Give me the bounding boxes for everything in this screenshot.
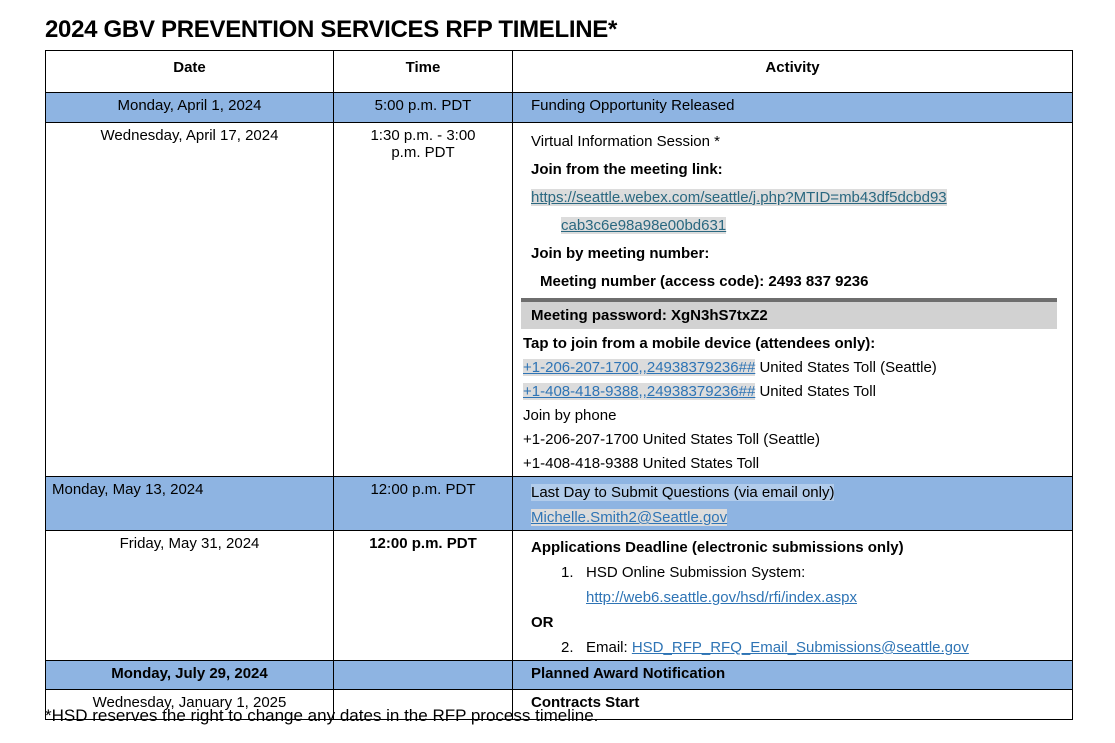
- session-title: Virtual Information Session *: [531, 133, 720, 150]
- meeting-password-box: Meeting password: XgN3hS7txZ2: [521, 298, 1057, 329]
- questions-email-link[interactable]: Michelle.Smith2@Seattle.gov: [531, 509, 728, 526]
- mobile-dial-line2: [513, 380, 1072, 404]
- phone-number-toll: +1-408-418-9388 United States Toll: [523, 455, 760, 472]
- mobile-dial-link-toll[interactable]: +1-408-418-9388,,24938379236##: [523, 383, 756, 400]
- deadline-item1-number: 1.: [561, 564, 574, 581]
- row-applications-deadline: [46, 531, 1073, 661]
- meeting-url-link-continued[interactable]: cab3c6e98a98e00bd631: [561, 217, 727, 234]
- info-session-time-line2: p.m. PDT: [391, 144, 455, 161]
- questions-activity: [513, 480, 1072, 505]
- phone-number-seattle: +1-206-207-1700 United States Toll (Seattle): [523, 431, 820, 448]
- deadline-item2-label: Email:: [586, 639, 632, 656]
- contracts-date: Wednesday, January 1, 2025: [46, 690, 334, 720]
- deadline-item1: [513, 560, 1072, 585]
- deadline-item2: [513, 635, 1072, 660]
- questions-email-line: [513, 505, 1072, 530]
- deadline-item2-number: 2.: [561, 639, 574, 656]
- questions-activity-text: Last Day to Submit Questions (via email only): [531, 484, 835, 501]
- deadline-heading: Applications Deadline (electronic submissions only): [531, 539, 904, 556]
- join-by-phone-label: Join by phone: [523, 407, 617, 424]
- contracts-activity: Contracts Start: [531, 694, 640, 711]
- meeting-url-line2-wrap: [513, 212, 1072, 240]
- submission-system-link[interactable]: http://web6.seattle.gov/hsd/rfi/index.aspx: [586, 589, 857, 606]
- rfp-timeline-table: [45, 50, 1073, 720]
- funding-date: Monday, April 1, 2024: [46, 93, 334, 123]
- mobile-dial-link-seattle[interactable]: +1-206-207-1700,,24938379236##: [523, 359, 756, 376]
- column-header-time: Time: [334, 51, 513, 93]
- page-title: 2024 GBV PREVENTION SERVICES RFP TIMELINE*: [45, 16, 618, 43]
- meeting-number: Meeting number (access code): 2493 837 9236: [540, 273, 869, 290]
- funding-time: 5:00 p.m. PDT: [334, 93, 513, 123]
- row-info-session: [46, 123, 1073, 477]
- deadline-date: Friday, May 31, 2024: [46, 531, 334, 661]
- award-activity: Planned Award Notification: [531, 665, 726, 682]
- mobile-dial-line2-suffix: United States Toll: [755, 383, 876, 400]
- deadline-item1-text: HSD Online Submission System:: [586, 564, 806, 581]
- deadline-time: 12:00 p.m. PDT: [334, 531, 513, 661]
- deadline-activity: [513, 531, 1072, 660]
- mobile-dial-line1-suffix: United States Toll (Seattle): [755, 359, 937, 376]
- join-link-label: Join from the meeting link:: [531, 161, 723, 178]
- info-session-time: [334, 123, 513, 477]
- meeting-url-line1-wrap: [513, 184, 1072, 212]
- questions-date: Monday, May 13, 2024: [46, 477, 334, 531]
- table-header-row: [46, 51, 1073, 93]
- questions-time: 12:00 p.m. PDT: [334, 477, 513, 531]
- footnote: *HSD reserves the right to change any dates in the RFP process timeline.: [45, 706, 599, 725]
- deadline-item1-url-line: [513, 585, 1072, 610]
- row-award-notification: [46, 661, 1073, 690]
- meeting-url-link[interactable]: https://seattle.webex.com/seattle/j.php?MTID=mb43df5dcbd93: [531, 189, 947, 206]
- deadline-or-label: OR: [531, 614, 554, 631]
- mobile-dial-line1: [513, 356, 1072, 380]
- award-date: Monday, July 29, 2024: [46, 661, 334, 690]
- funding-activity: Funding Opportunity Released: [531, 97, 735, 114]
- award-time-empty: [334, 661, 513, 690]
- join-number-label: Join by meeting number:: [531, 245, 710, 262]
- tap-to-join-label: Tap to join from a mobile device (attendees only):: [523, 335, 876, 352]
- info-session-time-line1: 1:30 p.m. - 3:00: [370, 127, 476, 144]
- info-session-date: Wednesday, April 17, 2024: [46, 123, 334, 477]
- email-submissions-link[interactable]: HSD_RFP_RFQ_Email_Submissions@seattle.gov: [631, 639, 969, 656]
- column-header-activity: Activity: [513, 51, 1073, 93]
- info-session-activity: [513, 123, 1072, 476]
- row-funding-released: [46, 93, 1073, 123]
- row-last-day-questions: [46, 477, 1073, 531]
- column-header-date: Date: [46, 51, 334, 93]
